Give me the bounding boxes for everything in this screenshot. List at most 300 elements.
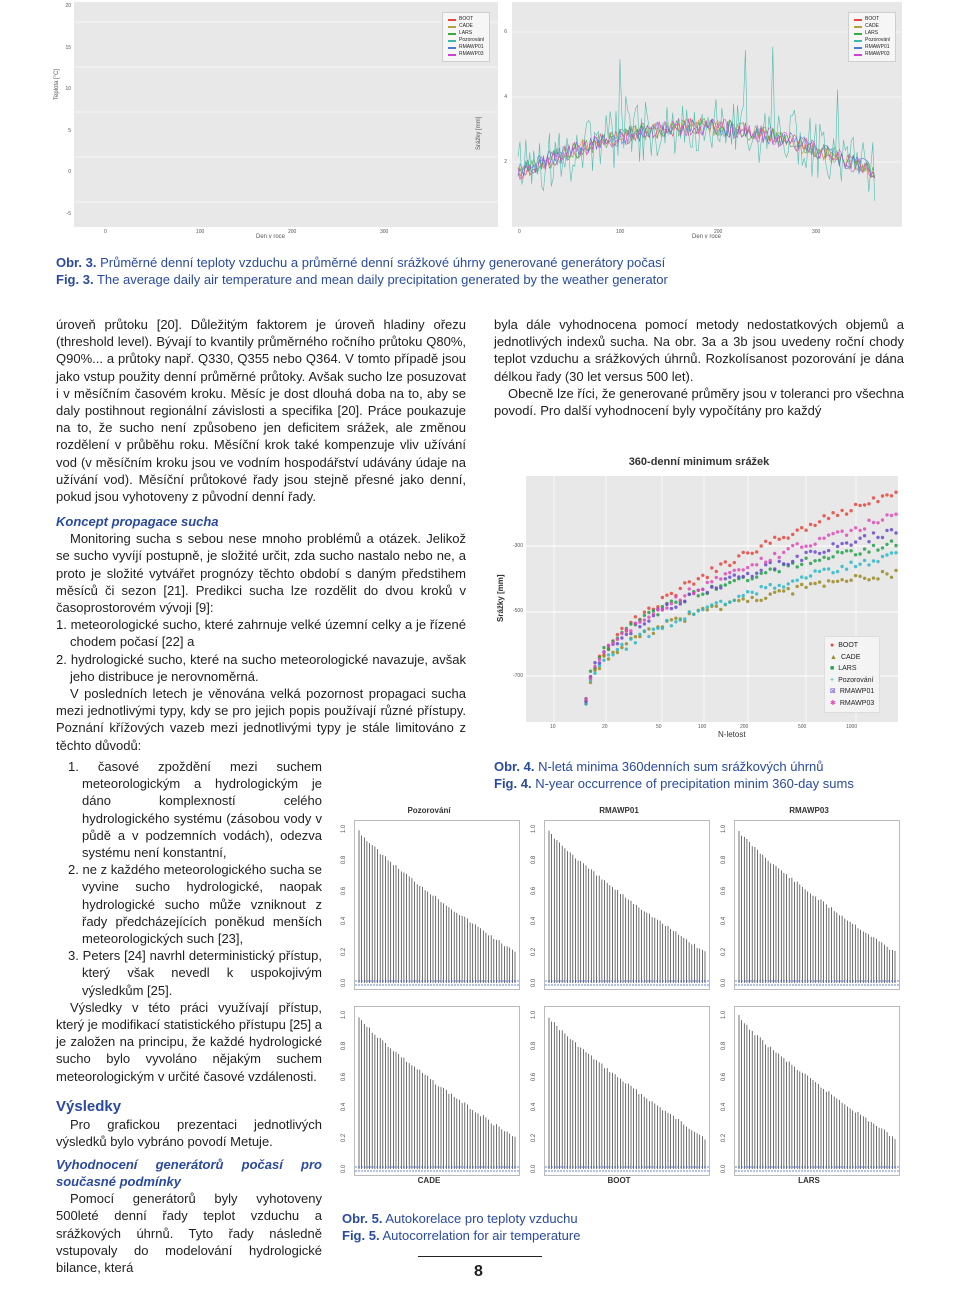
fig4-point <box>733 561 736 564</box>
fig4-point <box>809 523 812 526</box>
fig3-left-ylabel: Teplota [°C] <box>54 68 60 100</box>
fig4-point <box>710 580 713 583</box>
fig4-point <box>854 526 857 529</box>
fig4-point <box>894 531 897 534</box>
fig4-point <box>607 653 610 656</box>
fig4-point <box>647 616 650 619</box>
fig4-point <box>719 608 722 611</box>
fig4-point <box>647 619 650 622</box>
fig4-point <box>670 624 673 627</box>
fig3-right-ylabel: Srážky [mm] <box>476 116 482 150</box>
fig4-point <box>778 538 781 541</box>
fig4-point <box>625 648 628 651</box>
x-tick-label: 500 <box>798 724 807 730</box>
legend-swatch <box>854 26 862 28</box>
fig4-point <box>822 585 825 588</box>
fig4-point <box>840 578 843 581</box>
fig4-point <box>813 582 816 585</box>
fig4-point <box>620 627 623 630</box>
fig4-point <box>760 585 763 588</box>
fig4-point <box>755 599 758 602</box>
fig4-point <box>634 641 637 644</box>
fig4-point <box>836 570 839 573</box>
fig4-point <box>782 562 785 565</box>
fig4-point <box>769 567 772 570</box>
fig4-point <box>822 556 825 559</box>
fig4-point <box>724 577 727 580</box>
fig4-point <box>746 600 749 603</box>
fig4-point <box>616 642 619 645</box>
legend-entry: ⊠ RMAWP01 <box>830 688 875 695</box>
fig4-point <box>822 568 825 571</box>
fig4-point <box>876 560 879 563</box>
fig5-y-tick: 0.6 <box>341 886 348 895</box>
fig4-point <box>836 550 839 553</box>
fig4-point <box>719 600 722 603</box>
fig4-point <box>728 576 731 579</box>
legend-entry: CADE <box>448 23 484 30</box>
fig4-point <box>679 599 682 602</box>
fig4-point <box>863 547 866 550</box>
fig4-point <box>611 653 614 656</box>
fig4-point <box>616 651 619 654</box>
fig4-point <box>876 577 879 580</box>
fig4-point <box>885 529 888 532</box>
fig4-point <box>818 520 821 523</box>
fig4-point <box>697 594 700 597</box>
fig4-point <box>755 572 758 575</box>
fig4-point <box>674 617 677 620</box>
fig4-point <box>885 513 888 516</box>
fig4-point <box>827 579 830 582</box>
fig4-point <box>697 589 700 592</box>
fig4-point <box>616 633 619 636</box>
fig4-point <box>679 587 682 590</box>
fig4-legend <box>824 636 880 713</box>
fig4-point <box>836 545 839 548</box>
left-paragraph-5: Pro grafickou prezentaci jednotlivých výsledků bylo vybráno povodí Metuje. <box>56 1116 322 1150</box>
fig4-point <box>737 554 740 557</box>
fig4-point <box>773 587 776 590</box>
fig4-point <box>769 592 772 595</box>
legend-swatch <box>854 47 862 49</box>
fig4-point <box>724 572 727 575</box>
fig4-point <box>652 628 655 631</box>
fig4-point <box>827 533 830 536</box>
fig4-point <box>755 592 758 595</box>
fig4-point <box>778 584 781 587</box>
fig4-point <box>728 581 731 584</box>
fig3-left-xlabel: Den v roce <box>256 234 286 240</box>
x-tick-label: 1000 <box>846 724 858 730</box>
fig4-point <box>890 494 893 497</box>
fig5-y-tick: 0.0 <box>341 1164 348 1174</box>
fig4-point <box>719 562 722 565</box>
footer-rule <box>418 1256 542 1257</box>
fig4-point <box>867 502 870 505</box>
fig4-point <box>742 594 745 597</box>
fig4-point <box>804 576 807 579</box>
fig4-point <box>791 592 794 595</box>
legend-entry: ▲ CADE <box>830 653 861 661</box>
fig4-point <box>679 618 682 621</box>
legend-swatch <box>448 33 456 35</box>
x-tick-label: 200 <box>288 229 297 235</box>
fig4-point <box>643 618 646 621</box>
fig4-xlabel: N-letost <box>718 730 746 739</box>
fig4-point <box>755 575 758 578</box>
fig4-point <box>881 518 884 521</box>
fig4-point <box>885 543 888 546</box>
fig4-point <box>858 529 861 532</box>
fig4-point <box>791 533 794 536</box>
heading-koncept: Koncept propagace sucha <box>56 514 219 530</box>
fig4-point <box>894 491 897 494</box>
fig4-point <box>782 536 785 539</box>
fig4-point <box>665 603 668 606</box>
legend-entry: BOOT <box>448 16 484 23</box>
fig4-point <box>818 552 821 555</box>
fig4-point <box>881 494 884 497</box>
fig4-point <box>665 619 668 622</box>
fig4-point <box>845 541 848 544</box>
y-tick-label: -300 <box>512 543 523 549</box>
left-paragraph-6: Pomocí generátorů byly vyhotoveny 500leté denní řady teplot vzduchu a srážkových úhrnů. Tyto řady následně vstupovaly do modelování hydrologické bilance, která <box>56 1191 322 1276</box>
fig4-point <box>733 569 736 572</box>
fig4-point <box>840 530 843 533</box>
fig4-point <box>818 570 821 573</box>
fig4-point <box>760 599 763 602</box>
fig4-point <box>867 578 870 581</box>
legend-entry: + Pozorování <box>830 676 874 684</box>
fig4-point <box>746 572 749 575</box>
fig4-point <box>840 565 843 568</box>
fig3-precipitation-lines <box>512 2 902 227</box>
legend-entry: Pozorování <box>854 37 890 44</box>
fig4-point <box>894 551 897 554</box>
fig4-point <box>796 528 799 531</box>
fig4-point <box>809 582 812 585</box>
fig4-point <box>858 552 861 555</box>
fig4-point <box>769 583 772 586</box>
legend-symbol: ▲ <box>830 653 837 661</box>
fig4-point <box>715 586 718 589</box>
fig5-y-tick: 0.2 <box>531 948 538 957</box>
fig4-point <box>602 646 605 649</box>
fig4-point <box>876 500 879 503</box>
fig4-point <box>778 570 781 573</box>
fig4-point <box>827 549 830 552</box>
fig5-y-tick: 0.4 <box>721 1103 728 1112</box>
fig4-point <box>737 599 740 602</box>
y-tick-label: 5 <box>68 127 71 134</box>
fig4-point <box>683 581 686 584</box>
fig4-point <box>724 560 727 563</box>
fig4-point <box>670 607 673 610</box>
y-tick-label: 10 <box>65 86 71 93</box>
fig4-point <box>742 551 745 554</box>
fig3-temperature-lines <box>74 2 498 227</box>
fig4-point <box>894 544 897 547</box>
fig4-point <box>854 540 857 543</box>
fig4-point <box>751 552 754 555</box>
fig4-point <box>804 545 807 548</box>
fig4-point <box>661 608 664 611</box>
fig4-point <box>872 544 875 547</box>
fig4-point <box>719 586 722 589</box>
legend-symbol: + <box>830 676 835 684</box>
left-column <box>56 316 466 754</box>
fig5-y-tick: 0.6 <box>721 1072 728 1081</box>
y-tick-label: 2 <box>504 159 507 165</box>
fig4-point <box>867 550 870 553</box>
fig4-point <box>652 612 655 615</box>
fig5-y-tick: 0.8 <box>531 1041 538 1050</box>
fig4-point <box>778 589 781 592</box>
fig4-point <box>827 567 830 570</box>
fig4-point <box>634 635 637 638</box>
fig5-y-tick: 1.0 <box>531 1010 538 1020</box>
x-tick-label: 100 <box>698 724 707 730</box>
fig4-ylabel: Srážky [mm] <box>496 574 505 622</box>
y-tick-label: 0 <box>68 169 71 176</box>
fig4-point <box>894 513 897 516</box>
fig5-y-tick: 0.2 <box>721 948 728 957</box>
fig4-point <box>836 514 839 517</box>
fig4-point <box>706 608 709 611</box>
fig4-point <box>724 583 727 586</box>
fig4-point <box>746 551 749 554</box>
right-paragraph-1: byla dále vyhodnocena pomocí metody nedostatkových objemů a jednotlivých indexů sucha. Na obr. 3a a 3b jsou uvedeny roční chody teplot vzduchu a srážkových úhrnů. Rozkolísanost pozorování je dána délkou řady (30 let versus 500 let). <box>494 317 904 384</box>
fig4-point <box>876 548 879 551</box>
fig4-point <box>809 550 812 553</box>
fig4-point <box>854 574 857 577</box>
fig5-panel-title: BOOT <box>607 1176 631 1185</box>
fig4-point <box>620 632 623 635</box>
fig4-point <box>872 559 875 562</box>
fig4-point <box>638 620 641 623</box>
fig4-point <box>804 586 807 589</box>
legend-swatch <box>448 54 456 56</box>
fig4-point <box>620 646 623 649</box>
fig5-y-tick: 0.6 <box>531 1072 538 1081</box>
fig4-point <box>778 556 781 559</box>
legend-entry: ● BOOT <box>830 642 859 649</box>
fig4-point <box>688 580 691 583</box>
fig4-point <box>683 600 686 603</box>
y-tick-label: -5 <box>66 211 71 217</box>
fig4-point <box>854 553 857 556</box>
fig5-panel-title: RMAWP03 <box>789 806 829 815</box>
fig5-y-tick: 0.2 <box>341 1134 348 1143</box>
x-tick-label: 10 <box>550 724 556 730</box>
fig4-point <box>872 576 875 579</box>
fig4-point <box>822 551 825 554</box>
legend-entry: ■ LARS <box>830 665 857 672</box>
fig5-y-tick: 1.0 <box>341 1010 348 1020</box>
fig4-point <box>710 566 713 569</box>
legend-swatch <box>854 40 862 42</box>
fig4-point <box>625 628 628 631</box>
fig4-point <box>746 579 749 582</box>
fig4-point <box>827 557 830 560</box>
fig4-point <box>706 605 709 608</box>
y-tick-label: 6 <box>504 29 507 35</box>
right-paragraph-2: Obecně lze říci, že generované průměry jsou v toleranci pro všechna povodí. Pro další vyhodnocení byly vypočítány pro každý <box>494 385 904 419</box>
fig4-point <box>872 521 875 524</box>
fig4-point <box>607 648 610 651</box>
fig4-point <box>638 633 641 636</box>
legend-entry: RMAWP01 <box>854 44 890 51</box>
legend-entry: Pozorování <box>448 37 484 44</box>
fig4-point <box>692 613 695 616</box>
fig4-point <box>647 627 650 630</box>
fig4-point <box>782 589 785 592</box>
fig5-panel <box>544 1006 710 1176</box>
fig4-point <box>890 539 893 542</box>
fig4-point <box>840 551 843 554</box>
fig4-point <box>831 555 834 558</box>
fig4-point <box>706 576 709 579</box>
fig5-y-tick: 0.0 <box>721 978 728 988</box>
x-tick-label: 300 <box>812 229 821 235</box>
fig4-point <box>796 555 799 558</box>
fig4-point <box>593 661 596 664</box>
fig4-point <box>764 561 767 564</box>
fig4-point <box>764 540 767 543</box>
fig4-point <box>701 593 704 596</box>
fig4-point <box>674 601 677 604</box>
fig4-point <box>813 559 816 562</box>
fig4-point <box>643 611 646 614</box>
legend-entry: RMAWP01 <box>448 44 484 51</box>
fig4-point <box>746 566 749 569</box>
left-column-narrow <box>56 758 322 1276</box>
fig4-point <box>782 551 785 554</box>
fig4-point <box>800 583 803 586</box>
x-tick-label: 300 <box>380 229 389 235</box>
fig4-point <box>683 617 686 620</box>
fig4-point <box>885 553 888 556</box>
fig4-point <box>800 546 803 549</box>
fig4-point <box>863 577 866 580</box>
legend-entry: BOOT <box>854 16 890 23</box>
fig4-point <box>620 636 623 639</box>
fig4-point <box>688 587 691 590</box>
fig4-point <box>656 627 659 630</box>
fig5-panel <box>734 1006 900 1176</box>
fig5 <box>338 806 904 1198</box>
fig4-point <box>751 591 754 594</box>
fig4-point <box>791 579 794 582</box>
x-tick-label: 20 <box>602 724 608 730</box>
fig4-point <box>764 586 767 589</box>
fig4-point <box>715 576 718 579</box>
fig4-point <box>809 562 812 565</box>
fig3-right-legend <box>848 12 896 62</box>
legend-swatch <box>448 19 456 21</box>
legend-symbol: ⊠ <box>830 688 836 695</box>
fig4-point <box>728 601 731 604</box>
fig4-point <box>876 536 879 539</box>
fig4-point <box>890 528 893 531</box>
fig3-right-plot <box>512 2 902 227</box>
fig4-point <box>629 622 632 625</box>
x-tick-label: 50 <box>656 724 662 730</box>
fig4-point <box>607 657 610 660</box>
fig4-point <box>589 676 592 679</box>
legend-swatch <box>448 40 456 42</box>
legend-swatch <box>448 26 456 28</box>
fig4-point <box>863 503 866 506</box>
fig5-y-tick: 1.0 <box>721 1010 728 1020</box>
left-paragraph-3: V posledních letech je věnována velká pozornost propagaci sucha mezi jednotlivými typy, kdy se pro jejich popis používají různé přístupy. Poznání křížových vazeb mezi jednotlivými typy je stále limitováno z těchto důvodů: <box>56 686 466 753</box>
fig4-point <box>858 537 861 540</box>
fig4-point <box>804 529 807 532</box>
fig4-point <box>647 635 650 638</box>
fig4-point <box>849 561 852 564</box>
x-tick-label: 100 <box>616 229 625 235</box>
fig5-panel-title: LARS <box>798 1176 820 1185</box>
fig4-point <box>773 536 776 539</box>
fig4-point <box>787 563 790 566</box>
fig4-point <box>692 582 695 585</box>
fig4-point <box>746 590 749 593</box>
fig4-point <box>831 571 834 574</box>
fig4-point <box>840 509 843 512</box>
fig4-point <box>688 610 691 613</box>
legend-swatch <box>854 54 862 56</box>
fig4-point <box>760 572 763 575</box>
fig4-point <box>872 496 875 499</box>
left-paragraph-1: úroveň průtoku [20]. Důležitým faktorem je úroveň hladiny ořezu (threshold level). Bývají to kvantily průměrného ročního průtoku Q80%, Q90%... a průtoky např. Q330, Q355 nebo Q364. V tomto případě jsou jako vstup použity denní průměrné průtoky. Avšak sucho lze posuzovat i v měsíčním časovém kroku. Měsíc je dost dlouhá doba na to, aby se daly postihnout regionální závislosti a specifika [20]. Práce poukazuje na to, že sucho není způsobeno jen deficitem srážek, ale změnou rozdělení v průběhu roku. Měsíční krok také kompenzuje vliv užívání vod (v měsíčním kroku jsou ve vodním hospodářství udávány údaje na užívání vod). Měsíční průtokové řady jsou stejně přesné jako denní, pokud jsou vyhotoveny z původní denní řady. <box>56 317 466 505</box>
legend-swatch <box>854 19 862 21</box>
fig5-y-tick: 0.6 <box>341 1072 348 1081</box>
fig4-point <box>616 648 619 651</box>
fig4-point <box>643 622 646 625</box>
fig5-y-tick: 0.0 <box>531 1164 538 1174</box>
fig4-point <box>796 579 799 582</box>
fig4-point <box>602 654 605 657</box>
fig4-point <box>849 529 852 532</box>
x-tick-label: 200 <box>714 229 723 235</box>
fig3-left-plot <box>74 2 498 227</box>
y-tick-label: 15 <box>65 44 71 51</box>
fig4-point <box>831 511 834 514</box>
fig4-point <box>854 503 857 506</box>
fig5-y-tick: 0.8 <box>341 1041 348 1050</box>
fig4-point <box>872 531 875 534</box>
legend-entry: RMAWP03 <box>854 51 890 58</box>
fig4-point <box>849 509 852 512</box>
x-tick-label: 0 <box>104 229 107 235</box>
fig4-point <box>733 599 736 602</box>
fig4-point <box>710 603 713 606</box>
fig3-caption: Obr. 3. Průměrné denní teploty vzduchu a průměrné denní srážkové úhrny generované generátory počasí Fig. 3. The average daily air temperature and mean daily precipitation generated by the weather generator <box>56 255 668 287</box>
fig5-panel-title: CADE <box>417 1176 441 1185</box>
fig4-point <box>769 542 772 545</box>
fig4-point <box>890 514 893 517</box>
fig4-point <box>813 524 816 527</box>
fig5-panel-title: RMAWP01 <box>599 806 639 815</box>
fig4-point <box>697 577 700 580</box>
fig4-point <box>858 563 861 566</box>
fig5-y-tick: 0.0 <box>531 978 538 988</box>
fig4-point <box>670 602 673 605</box>
fig4-point <box>849 543 852 546</box>
fig4-point <box>665 594 668 597</box>
fig4-point <box>764 597 767 600</box>
